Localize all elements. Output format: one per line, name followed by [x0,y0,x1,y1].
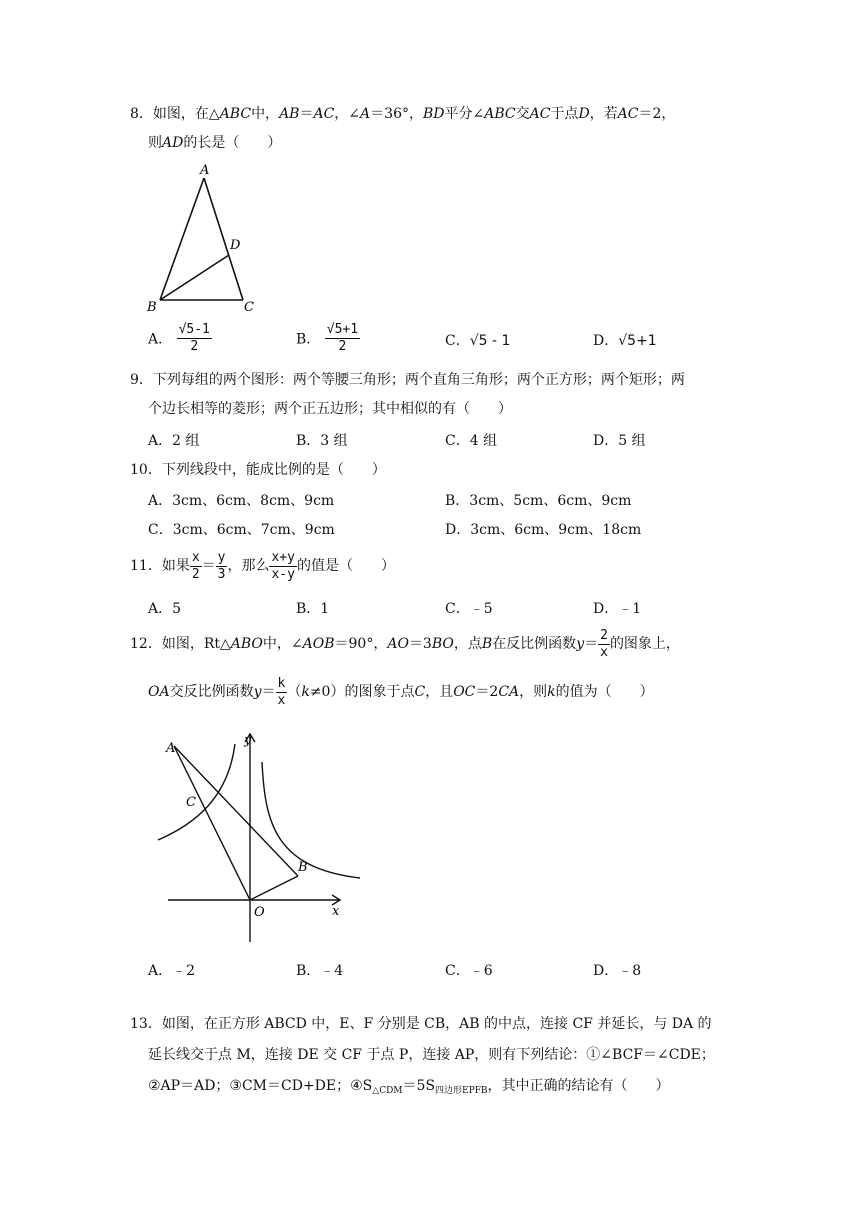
option-text: √5+1 [618,333,657,349]
text: AB [279,106,300,122]
fraction [325,322,360,355]
numerator: √5-1 [178,322,210,337]
text: AOB [302,636,335,652]
label-o: O [254,905,265,920]
subscript: 四边形EPFB [435,1086,488,1096]
denominator: x [277,692,286,708]
q9-line1: 9．下列每组的两个图形：两个等腰三角形；两个直角三角形；两个正方形；两个矩形；两 [130,372,685,388]
fraction [190,550,202,583]
q11-option-c[interactable]: C．﹣5 [445,601,493,617]
text: B [481,636,493,652]
text: 12．如图，Rt△ [130,636,231,652]
text: ，则 [519,684,548,700]
label-x: x [332,904,340,919]
text: BO [431,636,454,652]
q9-option-d[interactable]: D．5 组 [593,433,646,449]
text: ABC [219,106,252,122]
text: 8．如图，在△ [130,106,220,122]
text: 11．如果 [130,558,190,574]
text: ＝2， [638,106,676,122]
fraction [177,322,212,355]
numerator: x+y [271,549,295,565]
text: ＝ [261,684,276,700]
q9-option-b[interactable]: B．3 组 [296,433,348,449]
text: CA [498,684,520,700]
q8-line2 [148,129,281,157]
text: ②AP＝AD；③CM＝CD+DE；④S [148,1078,373,1094]
q8-option-c[interactable] [445,330,510,350]
denominator: 2 [191,566,200,582]
text: AC [313,106,335,122]
q13-line2: 延长线交于点 M，连接 DE 交 CF 于点 P，连接 AP，则有下列结论：①∠BCF＝∠CDE； [148,1047,715,1063]
option-letter: D． [593,333,619,349]
option-letter: B． [296,331,321,348]
text: ＝3 [408,636,432,652]
fraction [598,628,610,661]
denominator: 2 [338,339,347,354]
text: A [360,106,371,122]
q12-option-b[interactable]: B．﹣4 [296,963,344,979]
denominator: x [600,644,608,660]
q11-option-d[interactable]: D．﹣1 [593,601,642,617]
q8-line1 [130,100,675,128]
text: k [547,684,556,700]
text: 在反比例函数 [492,636,577,652]
text: ，那么 [227,558,270,574]
label-b: B [147,300,157,315]
text: y [253,684,262,700]
text: BD [422,106,445,122]
label-d: D [230,238,241,253]
q12-line2 [148,674,654,710]
text: ＝ [299,106,314,122]
q12-graph-figure [150,728,360,948]
numerator: k [277,675,286,691]
label-c: C [244,300,254,315]
q8-triangle-figure [140,160,270,320]
q8-option-d[interactable] [593,330,657,350]
text: 则 [148,135,162,151]
denominator: 3 [217,566,226,582]
q10-option-b[interactable]: B．3cm、5cm、6cm、9cm [445,493,632,509]
fraction [276,676,288,709]
text: D [578,106,590,122]
text: ＝5S [402,1078,436,1094]
label-a: A [166,741,176,756]
numerator: 2 [600,627,608,643]
text: 的图象上， [609,636,680,652]
segment-bd [160,255,229,300]
fraction [269,550,296,583]
q10-option-c[interactable]: C．3cm、6cm、7cm、9cm [148,522,335,538]
q12-option-c[interactable]: C．﹣6 [445,963,493,979]
side-ab [160,178,204,300]
text: ＝2 [475,684,499,700]
segment-ob [250,876,298,900]
label-a: A [200,163,210,178]
text: 的值是（ ） [296,558,395,574]
text: AO [387,636,409,652]
text: ABC [484,106,516,122]
fraction [216,550,228,583]
text: 平分∠ [444,106,485,122]
curve-first-quadrant [262,762,360,878]
q9-option-c[interactable]: C．4 组 [445,433,498,449]
label-c: C [186,795,196,810]
label-b: B [298,860,308,875]
text: ，点 [453,636,482,652]
q11-line1 [130,548,395,584]
text: AC [529,106,551,122]
text: 的值为（ ） [555,684,654,700]
q13-line3 [148,1072,670,1105]
option-text: √5 - 1 [469,333,511,349]
q12-option-d[interactable]: D．﹣8 [593,963,642,979]
text: 的长是（ ） [183,135,282,151]
text: k [301,684,310,700]
q8-option-a[interactable] [148,322,212,355]
text: 交 [515,106,530,122]
label-y: y [244,733,252,748]
text: AC [617,106,639,122]
text: 中，∠ [262,636,303,652]
text: ，若 [589,106,618,122]
q10-option-d[interactable]: D．3cm、6cm、9cm、18cm [445,522,642,538]
q11-option-a[interactable]: A．5 [148,601,182,617]
text: AD [162,135,184,151]
segment-ao [174,746,250,900]
option-letter: C． [445,333,470,349]
numerator: √5+1 [326,322,359,337]
text: OA [148,684,170,700]
text: 中， [251,106,280,122]
numerator: y [217,549,226,565]
q12-option-a[interactable]: A．﹣2 [148,963,196,979]
text: ，且 [425,684,454,700]
text: ＝90°， [334,636,388,652]
subscript: △CDM [372,1086,403,1096]
text: ＝ [584,636,599,652]
q10-option-a[interactable]: A．3cm、6cm、8cm、9cm [148,493,335,509]
q11-option-b[interactable]: B．1 [296,601,330,617]
segment-ab [174,746,298,876]
option-letter: A． [148,331,173,348]
denominator: x-y [271,566,295,582]
text: ＝ [201,558,216,574]
q12-line1 [130,626,680,662]
text: ，∠ [334,106,361,122]
text: （ [287,684,302,700]
text: ABO [230,636,263,652]
text: C [414,684,426,700]
text: y [576,636,585,652]
text: OC [453,684,476,700]
q9-line2: 个边长相等的菱形；两个正五边形；其中相似的有（ ） [148,401,512,417]
text: ＝36°， [370,106,423,122]
q9-option-a[interactable]: A．2 组 [148,433,200,449]
q10-line1: 10．下列线段中，能成比例的是（ ） [130,462,386,478]
text: 交反比例函数 [169,684,254,700]
q13-line1: 13．如图，在正方形 ABCD 中，E、F 分别是 CB，AB 的中点，连接 CF 并延长，与 DA 的 [130,1016,712,1032]
denominator: 2 [190,339,199,354]
text: ，其中正确的结论有（ ） [487,1078,670,1094]
text: 于点 [550,106,579,122]
numerator: x [191,549,200,565]
text: ≠0）的图象于点 [309,684,415,700]
q8-option-b[interactable] [296,322,360,355]
